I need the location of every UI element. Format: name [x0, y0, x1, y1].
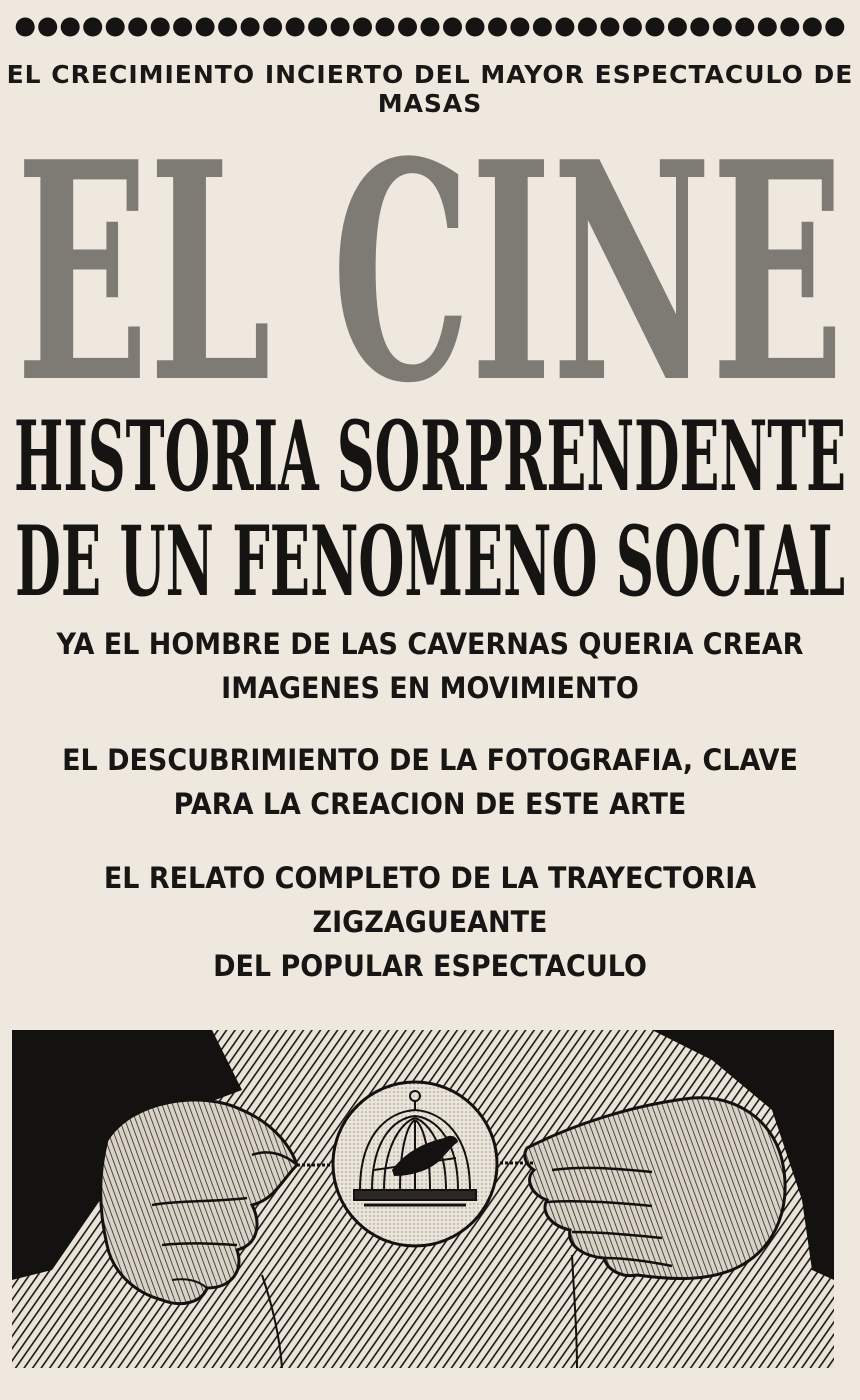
border-dot	[331, 18, 350, 37]
border-dot	[758, 18, 777, 37]
border-dot	[825, 18, 844, 37]
subhead-2-line-1: EL DESCUBRIMIENTO DE LA FOTOGRAFIA, CLAVE	[62, 743, 798, 777]
border-dot	[533, 18, 552, 37]
border-dot	[668, 18, 687, 37]
border-dot	[713, 18, 732, 37]
thaumatrope-disc	[333, 1082, 497, 1246]
subhead-3-line-2: DEL POPULAR ESPECTACULO	[213, 949, 647, 983]
kicker-text: EL CRECIMIENTO INCIERTO DEL MAYOR ESPECTACULO DE MASAS	[6, 60, 854, 118]
border-dot	[421, 18, 440, 37]
headline-line-1-wrap	[10, 400, 850, 500]
border-dot	[578, 18, 597, 37]
main-title	[14, 100, 846, 386]
border-dot	[128, 18, 147, 37]
dot-border	[14, 14, 846, 40]
subhead-1	[30, 622, 830, 710]
border-dot	[803, 18, 822, 37]
border-dot	[173, 18, 192, 37]
border-dot	[398, 18, 417, 37]
border-dot	[466, 18, 485, 37]
border-dot	[690, 18, 709, 37]
border-dot	[196, 18, 215, 37]
subhead-2-line-2: PARA LA CREACION DE ESTE ARTE	[173, 787, 687, 821]
border-dot	[241, 18, 260, 37]
headline-line-2-wrap	[10, 505, 850, 605]
border-dot	[443, 18, 462, 37]
subhead-3-line-1: EL RELATO COMPLETO DE LA TRAYECTORIA ZIGZAGUEANTE	[103, 861, 757, 939]
border-dot	[263, 18, 282, 37]
border-dot	[376, 18, 395, 37]
border-dot	[83, 18, 102, 37]
main-title-text: EL CINE	[16, 100, 844, 386]
border-dot	[353, 18, 372, 37]
border-dot	[735, 18, 754, 37]
border-dot	[16, 18, 35, 37]
border-dot	[600, 18, 619, 37]
border-dot	[218, 18, 237, 37]
border-dot	[308, 18, 327, 37]
border-dot	[488, 18, 507, 37]
border-dot	[510, 18, 529, 37]
border-dot	[555, 18, 574, 37]
border-dot	[106, 18, 125, 37]
thaumatrope-illustration	[12, 1030, 834, 1368]
border-dot	[780, 18, 799, 37]
headline-line-1: HISTORIA SORPRENDENTE	[14, 400, 847, 500]
subhead-2	[30, 738, 830, 826]
border-dot	[286, 18, 305, 37]
subhead-3	[30, 856, 830, 988]
subhead-1-line-1: YA EL HOMBRE DE LAS CAVERNAS QUERIA CREAR	[56, 627, 804, 661]
border-dot	[645, 18, 664, 37]
subhead-1-line-2: IMAGENES EN MOVIMIENTO	[221, 671, 639, 705]
border-dot	[38, 18, 57, 37]
headline-line-2: DE UN FENOMENO SOCIAL	[15, 505, 846, 605]
border-dot	[623, 18, 642, 37]
border-dot	[61, 18, 80, 37]
border-dot	[151, 18, 170, 37]
